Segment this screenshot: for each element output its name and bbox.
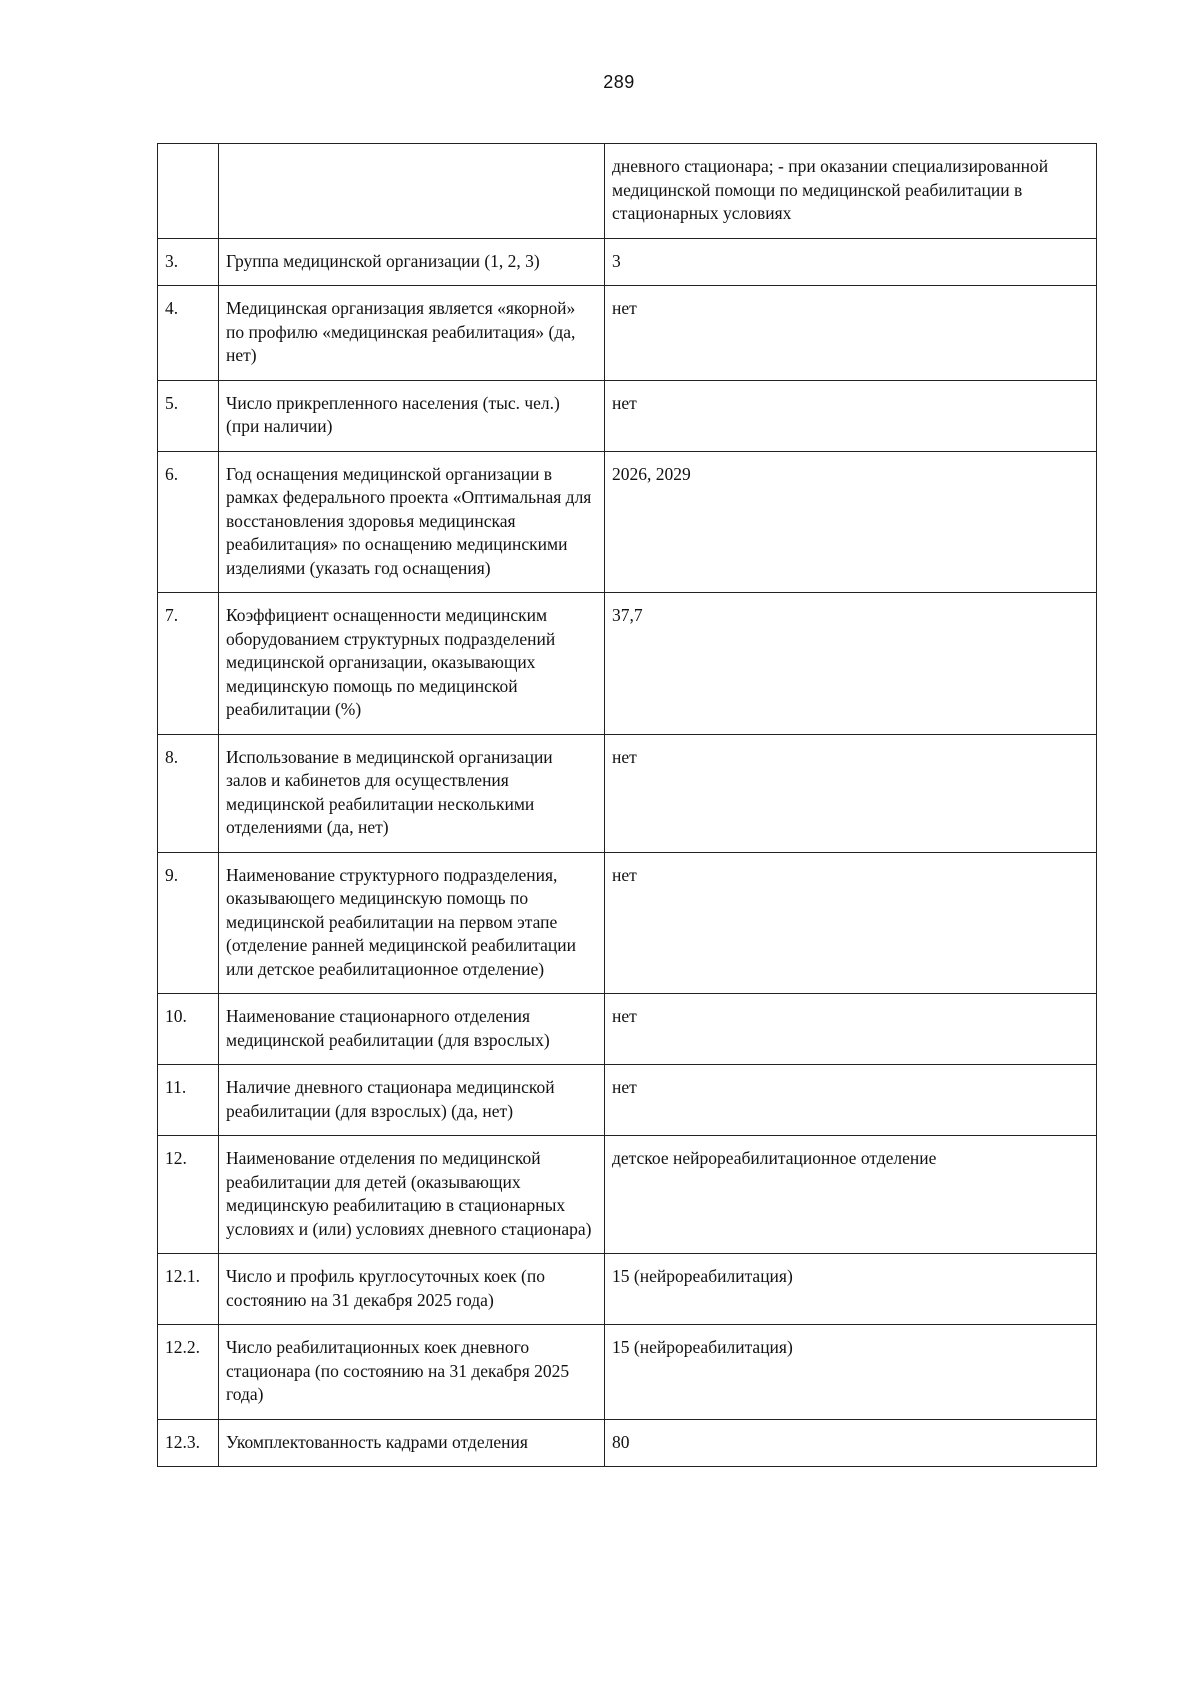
row-number: 8.: [158, 734, 219, 852]
row-number: 12.3.: [158, 1419, 219, 1467]
table-row: [158, 1136, 1097, 1254]
table-row: [158, 451, 1097, 593]
row-value: 3: [605, 238, 1097, 286]
row-value: дневного стационара; - при оказании специализированной медицинской помощи по медицинской реабилитации в стационарных условиях: [605, 144, 1097, 239]
table-row: [158, 1325, 1097, 1420]
table-row: [158, 238, 1097, 286]
table-row: [158, 1419, 1097, 1467]
row-value: нет: [605, 734, 1097, 852]
table-row: [158, 852, 1097, 994]
table-row: [158, 1254, 1097, 1325]
table-row: [158, 286, 1097, 381]
page-number: 289: [603, 72, 635, 92]
row-number: 6.: [158, 451, 219, 593]
row-label: Число и профиль круглосуточных коек (по состоянию на 31 декабря 2025 года): [219, 1254, 605, 1325]
row-number: 4.: [158, 286, 219, 381]
row-value: нет: [605, 1065, 1097, 1136]
row-label: Число прикрепленного населения (тыс. чел.) (при наличии): [219, 380, 605, 451]
row-number: 5.: [158, 380, 219, 451]
row-number: 7.: [158, 593, 219, 735]
row-value: 80: [605, 1419, 1097, 1467]
table-row: [158, 380, 1097, 451]
table-body: [158, 144, 1097, 1467]
row-number: 12.: [158, 1136, 219, 1254]
row-value: нет: [605, 286, 1097, 381]
row-number: 9.: [158, 852, 219, 994]
row-value: 2026, 2029: [605, 451, 1097, 593]
row-label: Наименование стационарного отделения медицинской реабилитации (для взрослых): [219, 994, 605, 1065]
row-label: Наименование структурного подразделения, оказывающего медицинскую помощь по медицинской реабилитации на первом этапе (отделение ранней медицинской реабилитации или детское реабилитационное отделение): [219, 852, 605, 994]
row-label: Медицинская организация является «якорной» по профилю «медицинская реабилитация» (да, нет): [219, 286, 605, 381]
row-value: 15 (нейрореабилитация): [605, 1325, 1097, 1420]
row-number: 11.: [158, 1065, 219, 1136]
table-row: [158, 593, 1097, 735]
document-table: [157, 143, 1097, 1467]
table-row: [158, 144, 1097, 239]
row-label: Наименование отделения по медицинской реабилитации для детей (оказывающих медицинскую реабилитацию в стационарных условиях и (или) условиях дневного стационара): [219, 1136, 605, 1254]
row-label: Наличие дневного стационара медицинской реабилитации (для взрослых) (да, нет): [219, 1065, 605, 1136]
table-row: [158, 734, 1097, 852]
row-value: нет: [605, 852, 1097, 994]
row-value: 37,7: [605, 593, 1097, 735]
row-value: нет: [605, 380, 1097, 451]
table-row: [158, 1065, 1097, 1136]
row-number: 10.: [158, 994, 219, 1065]
row-label: Коэффициент оснащенности медицинским оборудованием структурных подразделений медицинской организации, оказывающих медицинскую помощь по медицинской реабилитации (%): [219, 593, 605, 735]
row-label: Год оснащения медицинской организации в рамках федерального проекта «Оптимальная для восстановления здоровья медицинская реабилитация» по оснащению медицинскими изделиями (указать год оснащения): [219, 451, 605, 593]
row-label: Укомплектованность кадрами отделения: [219, 1419, 605, 1467]
row-label: [219, 144, 605, 239]
table-row: [158, 994, 1097, 1065]
row-label: Группа медицинской организации (1, 2, 3): [219, 238, 605, 286]
row-value: 15 (нейрореабилитация): [605, 1254, 1097, 1325]
row-value: нет: [605, 994, 1097, 1065]
row-label: Число реабилитационных коек дневного стационара (по состоянию на 31 декабря 2025 года): [219, 1325, 605, 1420]
row-number: [158, 144, 219, 239]
row-value: детское нейрореабилитационное отделение: [605, 1136, 1097, 1254]
row-number: 12.1.: [158, 1254, 219, 1325]
row-number: 12.2.: [158, 1325, 219, 1420]
row-number: 3.: [158, 238, 219, 286]
row-label: Использование в медицинской организации залов и кабинетов для осуществления медицинской реабилитации несколькими отделениями (да, нет): [219, 734, 605, 852]
